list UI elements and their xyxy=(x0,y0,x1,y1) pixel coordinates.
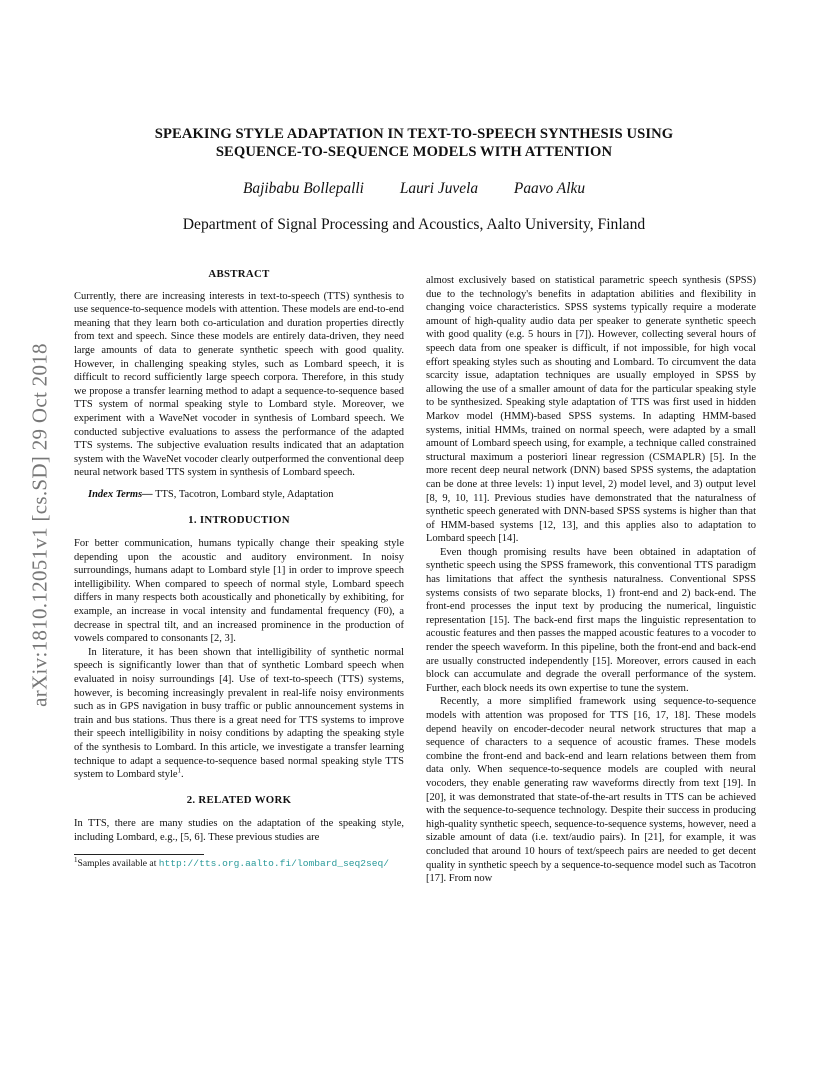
related-paragraph-2: Even though promising results have been obtained in adaptation of synthetic speech using the SPSS framework, this conventional TTS paradigm has limitations that affect the synthesis naturalness. Conventional SPSS systems consists of two separate blocks, 1) front-end and 2) back-end. The front-end processes the input text by producing the numerical, linguistic representation [15]. The back-end first maps the linguistic representation to acoustic features and then passes the mapped acoustic features to a vocoder to render the speech waveform. In this pipeline, both the front-end and back-end are usually constructed independently [15]. Moreover, errors caused in each block can accumulate and degrade the overall performance of the system. Further, each block needs its own expertise to tune the system. xyxy=(426,546,756,694)
title-line-2: SEQUENCE-TO-SEQUENCE MODELS WITH ATTENTION xyxy=(215,144,613,160)
arxiv-stamp-text: arXiv:1810.12051v1 [cs.SD] 29 Oct 2018 xyxy=(27,343,52,707)
related-paragraph-3: Recently, a more simplified framework using sequence-to-sequence models with attention was proposed for TTS [16, 17, 18]. These models depend heavily on encoder-decoder neural network structures that map a sequence of characters to a sequence of acoustic frames. These models combine the front-end and back-end and learn relations between them from data only. When sequence-to-sequence models are coupled with neural vocoders, they enable generating raw waveforms directly from text [19]. In [20], it was demonstrated that state-of-the-art results in TTS can be achieved with the sequence-to-sequence technology. Despite their success in producing high-quality synthetic speech, sequence-to-sequence systems, however, need a sizable amount of data (i.e. text/audio pairs). In [21], for example, it was concluded that around 10 hours of text/speech pairs are needed to get decent quality in synthetic speech by a sequence-to-sequence model such as Tacotron [17]. From now xyxy=(426,696,756,885)
abstract-heading: ABSTRACT xyxy=(208,268,270,280)
footnote-marker[interactable]: 1 xyxy=(177,766,182,775)
intro-paragraph-2-text: In literature, it has been shown that intelligibility of synthetic normal speech is significantly lower than that of synthetic Lombard speech when evaluated in noisy surroundings [4]. Use of text-to-speech (TTS) systems, however, is becoming increasingly prevalent in real-life noisy environments such as in GPS navigation in busy traffic or public announcement systems in train and bus stations. Thus there is a great need for TTS systems to improve their speech intelligibility in noisy conditions by adapting the speaking style of the synthesis to Lombard. In this article, we investigate a transfer learning technique to adapt a sequence-to-sequence based normal speaking style TTS system to Lombard style xyxy=(74,646,404,781)
affiliation: Department of Signal Processing and Acoustics, Aalto University, Finland xyxy=(182,216,646,233)
title-line-1: SPEAKING STYLE ADAPTATION IN TEXT-TO-SPEECH SYNTHESIS USING xyxy=(154,126,674,142)
intro-heading: 1. INTRODUCTION xyxy=(188,513,290,526)
index-terms-text: TTS, Tacotron, Lombard style, Adaptation xyxy=(155,488,334,500)
related-paragraph: In TTS, there are many studies on the adaptation of the speaking style, including Lombard, e.g., [5, 6]. These previous studies are xyxy=(74,818,404,843)
abstract-text: Currently, there are increasing interests in text-to-speech (TTS) synthesis to use sequence-to-sequence models with attention. These models are end-to-end meaning that they learn both co-articulation and duration properties directly from text and speech. Since these models are entirely data-driven, they need large amounts of data to generate synthetic speech with good quality. However, in challenging speaking styles, such as Lombard speech, it is difficult to record sufficiently large speech corpora. Therefore, in this study we propose a transfer learning method to adapt a sequence-to-sequence based TTS system of normal speaking style to Lombard style. Moreover, we experiment with a WaveNet vocoder in synthesis of Lombard speech. We conducted subjective evaluations to assess the performance of the adapted TTS systems. The subjective evaluation results indicated that an adaptation system with the WaveNet vocoder clearly outperformed the conventional deep neural network based TTS system in synthesis of Lombard speech. xyxy=(74,290,404,479)
related-heading: 2. RELATED WORK xyxy=(186,793,292,806)
right-column xyxy=(426,274,756,886)
arxiv-stamp xyxy=(20,290,60,760)
intro-paragraph-2-end: . xyxy=(181,769,184,781)
footnote-mark: 1 xyxy=(74,855,78,864)
author-name: Lauri Juvela xyxy=(399,180,479,197)
footnote-text: Samples available at xyxy=(77,857,157,869)
related-paragraph-continued: almost exclusively based on statistical parametric speech synthesis (SPSS) due to the technology's benefits in adaptation abilities and flexibility in changing voice characteristics. SPSS systems typically require a moderate amount of high-quality audio data per speaker to generate synthetic speech with good quality (e.g. 5 hours in [7]). However, collecting several hours of speech data from one speaker is difficult, if not impossible, for high vocal effort speaking styles such as shouting and Lombard. To circumvent the data scarcity issue, adaptation techniques are usually employed in SPSS by allowing the use of a smaller amount of data for the particular speaking style to be synthesized. Speaking style adaptation of TTS was first used in hidden Markov model (HMM)-based SPSS systems. In adapting HMM-based systems, initial HMMs, trained on normal speech, were adapted by a small amount of Lombard speech using, for example, a technique called constrained structural maximum a posteriori linear regression (CSMAPLR) [5]. In the more recent deep neural network (DNN) based SPSS systems, the adaptation can be done at three levels: 1) input level, 2) model level, and 3) output level [8, 9, 10, 11]. Previous studies have demonstrated that the naturalness of synthetic speech generated with DNN-based SPSS systems is higher than that of HMM-based systems [12, 13], and this applies also to adaptation to Lombard speech [14]. xyxy=(426,275,756,545)
paper-title xyxy=(100,125,728,161)
footnote xyxy=(74,855,404,870)
index-terms xyxy=(74,488,404,502)
author-name: Paavo Alku xyxy=(513,180,586,197)
intro-paragraph-2 xyxy=(74,646,404,782)
left-column xyxy=(74,268,404,870)
footnote-link[interactable]: http://tts.org.aalto.fi/lombard_seq2seq/ xyxy=(158,857,390,869)
author-name: Bajibabu Bollepalli xyxy=(242,180,364,197)
footnote-divider xyxy=(74,854,204,855)
author-list xyxy=(0,180,828,198)
index-terms-label: Index Terms— xyxy=(88,488,153,500)
intro-paragraph: For better communication, humans typically change their speaking style depending upon the acoustic and auditory environment. In noisy surroundings, humans adapt to Lombard style [1] in order to improve speech intelligibility. When compared to speech of normal style, Lombard speech differs in many respects both acoustically and phonetically by exhibiting, for example, an increase in vocal intensity and fundamental frequency (F0), a decrease in spectral tilt, and an increased prominence in the production of vowels compared to consonants [2, 3]. xyxy=(74,538,404,645)
